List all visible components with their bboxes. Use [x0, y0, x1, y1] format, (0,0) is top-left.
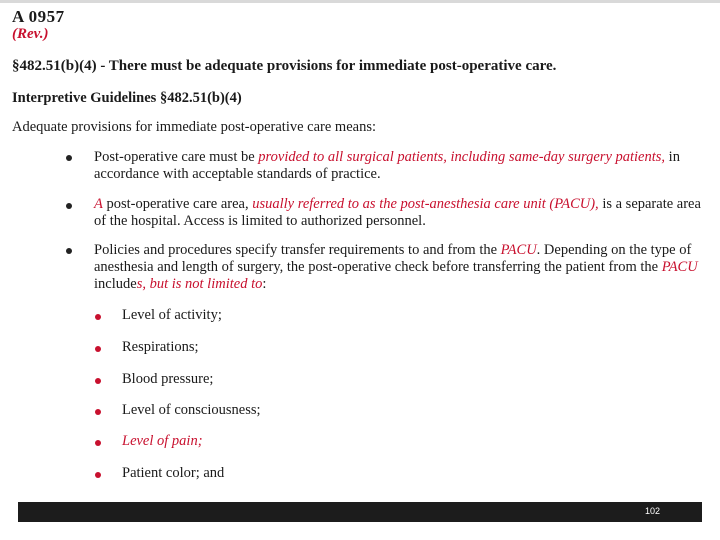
bullet-text: :	[262, 276, 267, 292]
bullet-highlight: PACU	[661, 259, 698, 275]
bullet-highlight: s, but is not limited to	[136, 276, 263, 292]
bullet-text: post-operative care area,	[102, 196, 253, 212]
tag-number: A 0957	[12, 7, 65, 26]
sub-item: Level of activity;	[122, 307, 222, 323]
standard-text: §482.51(b)(4) - There must be adequate provisions for immediate post-operative care.	[12, 58, 557, 74]
sub-item: Level of pain;	[122, 433, 203, 449]
sub-item: Level of consciousness;	[122, 402, 261, 418]
sub-bullet-icon	[95, 472, 101, 478]
bullet-highlight: usually referred to as the post-anesthesia care unit (PACU),	[252, 196, 599, 212]
bullet-item-2	[94, 196, 706, 230]
bullet-highlight: PACU	[500, 242, 537, 258]
sub-bullet-icon	[95, 440, 101, 446]
revision-label: (Rev.)	[12, 26, 49, 42]
sub-bullet-icon	[95, 409, 101, 415]
bullet-icon	[66, 248, 72, 254]
sub-bullet-icon	[95, 314, 101, 320]
sub-item: Patient color; and	[122, 465, 225, 481]
sub-bullet-icon	[95, 346, 101, 352]
bullet-text: Post-operative care must be	[94, 149, 259, 165]
sub-item: Respirations;	[122, 339, 199, 355]
footer-bar	[18, 502, 702, 522]
bullet-highlight: A	[94, 196, 103, 212]
sub-item: Blood pressure;	[122, 371, 214, 387]
bullet-text: in accordance with acceptable standards of practice.	[94, 149, 680, 182]
bullet-highlight: provided to all surgical patients, including same-day surgery patients,	[258, 149, 666, 165]
guidelines-title: Interpretive Guidelines §482.51(b)(4)	[12, 90, 242, 106]
bullet-item-1	[94, 149, 706, 183]
bullet-text: Policies and procedures specify transfer requirements to and from the	[94, 242, 501, 258]
bullet-item-3	[94, 242, 706, 293]
intro-text: Adequate provisions for immediate post-operative care means:	[12, 119, 376, 135]
top-divider	[0, 0, 720, 3]
sub-bullet-icon	[95, 378, 101, 384]
bullet-text: is a separate area of the hospital. Access is limited to authorized personnel.	[94, 196, 701, 229]
bullet-icon	[66, 155, 72, 161]
bullet-text: include	[94, 276, 137, 292]
bullet-text: . Depending on the type of anesthesia and length of surgery, the post-operative check before transferring the patient from the	[94, 242, 692, 275]
bullet-icon	[66, 203, 72, 209]
page-number: 102	[644, 506, 660, 516]
